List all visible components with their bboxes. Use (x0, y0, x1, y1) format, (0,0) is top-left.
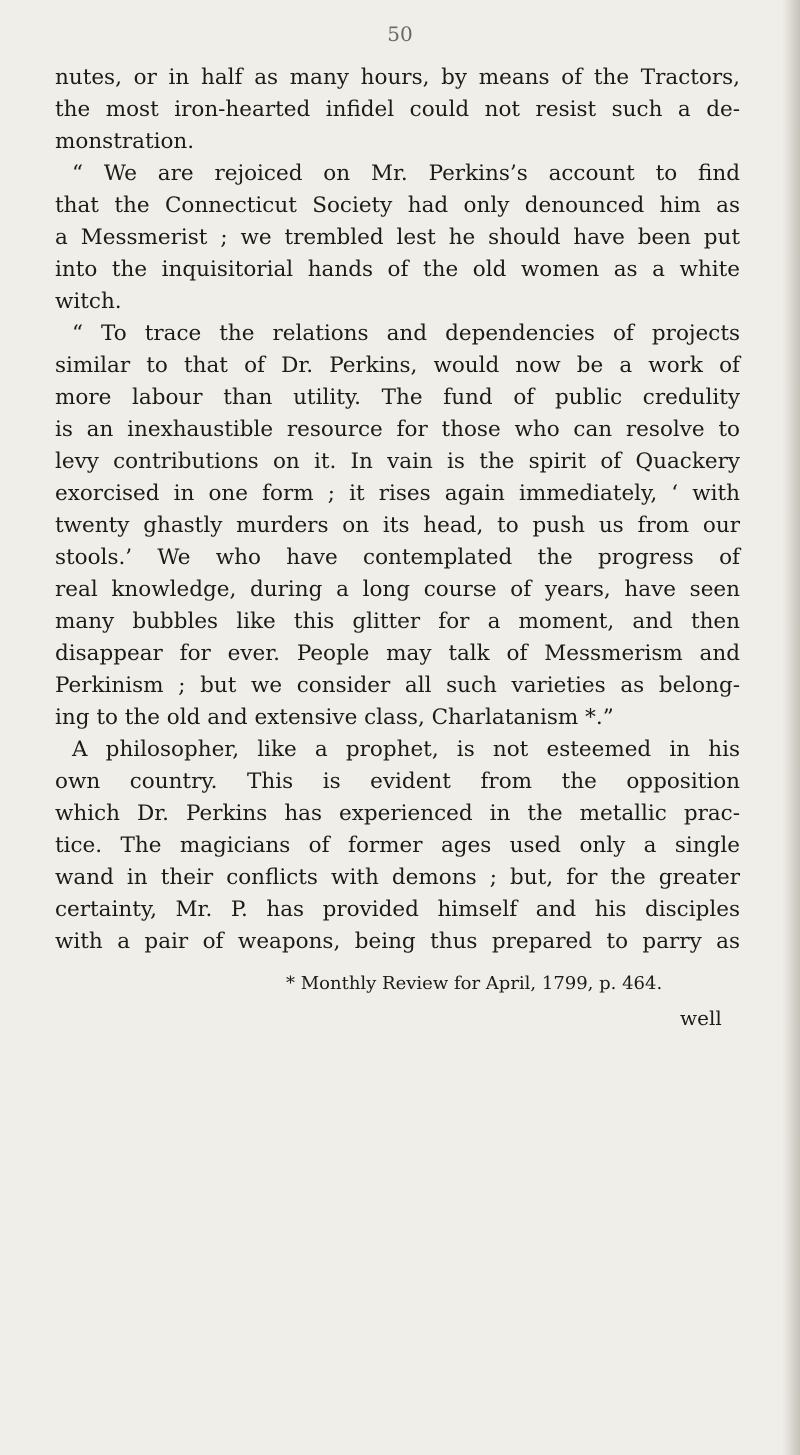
text-line: which Dr. Perkins has experienced in the metallic prac- (55, 801, 740, 826)
text-line: levy contributions on it. In vain is the spirit of Quackery (55, 449, 740, 474)
text-line: exorcised in one form ; it rises again immediately, ‘ with (55, 481, 740, 506)
text-line: into the inquisitorial hands of the old women as a white (55, 257, 740, 282)
text-line: tice. The magicians of former ages used only a single (55, 833, 740, 858)
footnote: * Monthly Review for April, 1799, p. 464. (286, 973, 663, 994)
text-line: monstration. (55, 129, 195, 154)
text-line: real knowledge, during a long course of years, have seen (55, 577, 740, 602)
text-line: witch. (55, 289, 122, 314)
text-line: own country. This is evident from the opposition (55, 769, 740, 794)
text-line: similar to that of Dr. Perkins, would now be a work of (55, 353, 740, 378)
text-line: the most iron-hearted infidel could not resist such a de- (55, 97, 740, 122)
text-line: disappear for ever. People may talk of Messmerism and (55, 641, 740, 666)
text-line: twenty ghastly murders on its head, to push us from our (55, 513, 740, 538)
text-line: a Messmerist ; we trembled lest he should have been put (55, 225, 740, 250)
text-line: “ We are rejoiced on Mr. Perkins’s account to find (72, 161, 740, 186)
text-line: with a pair of weapons, being thus prepared to parry as (55, 929, 740, 954)
page-edge-shadow (782, 0, 800, 1455)
text-line: that the Connecticut Society had only denounced him as (55, 193, 740, 218)
text-line: “ To trace the relations and dependencies of projects (72, 321, 740, 346)
text-line: ing to the old and extensive class, Charlatanism *.” (55, 705, 614, 730)
text-line: certainty, Mr. P. has provided himself and his disciples (55, 897, 740, 922)
text-line: Perkinism ; but we consider all such varieties as belong- (55, 673, 740, 698)
text-line: A philosopher, like a prophet, is not esteemed in his (72, 737, 740, 762)
text-line: stools.’ We who have contemplated the progress of (55, 545, 740, 570)
text-line: many bubbles like this glitter for a moment, and then (55, 609, 740, 634)
catchword: well (680, 1006, 722, 1030)
text-line: wand in their conflicts with demons ; but, for the greater (55, 865, 740, 890)
text-line: is an inexhaustible resource for those who can resolve to (55, 417, 740, 442)
text-line: more labour than utility. The fund of public credulity (55, 385, 740, 410)
text-line: nutes, or in half as many hours, by means of the Tractors, (55, 65, 740, 90)
page-number: 50 (387, 22, 413, 46)
